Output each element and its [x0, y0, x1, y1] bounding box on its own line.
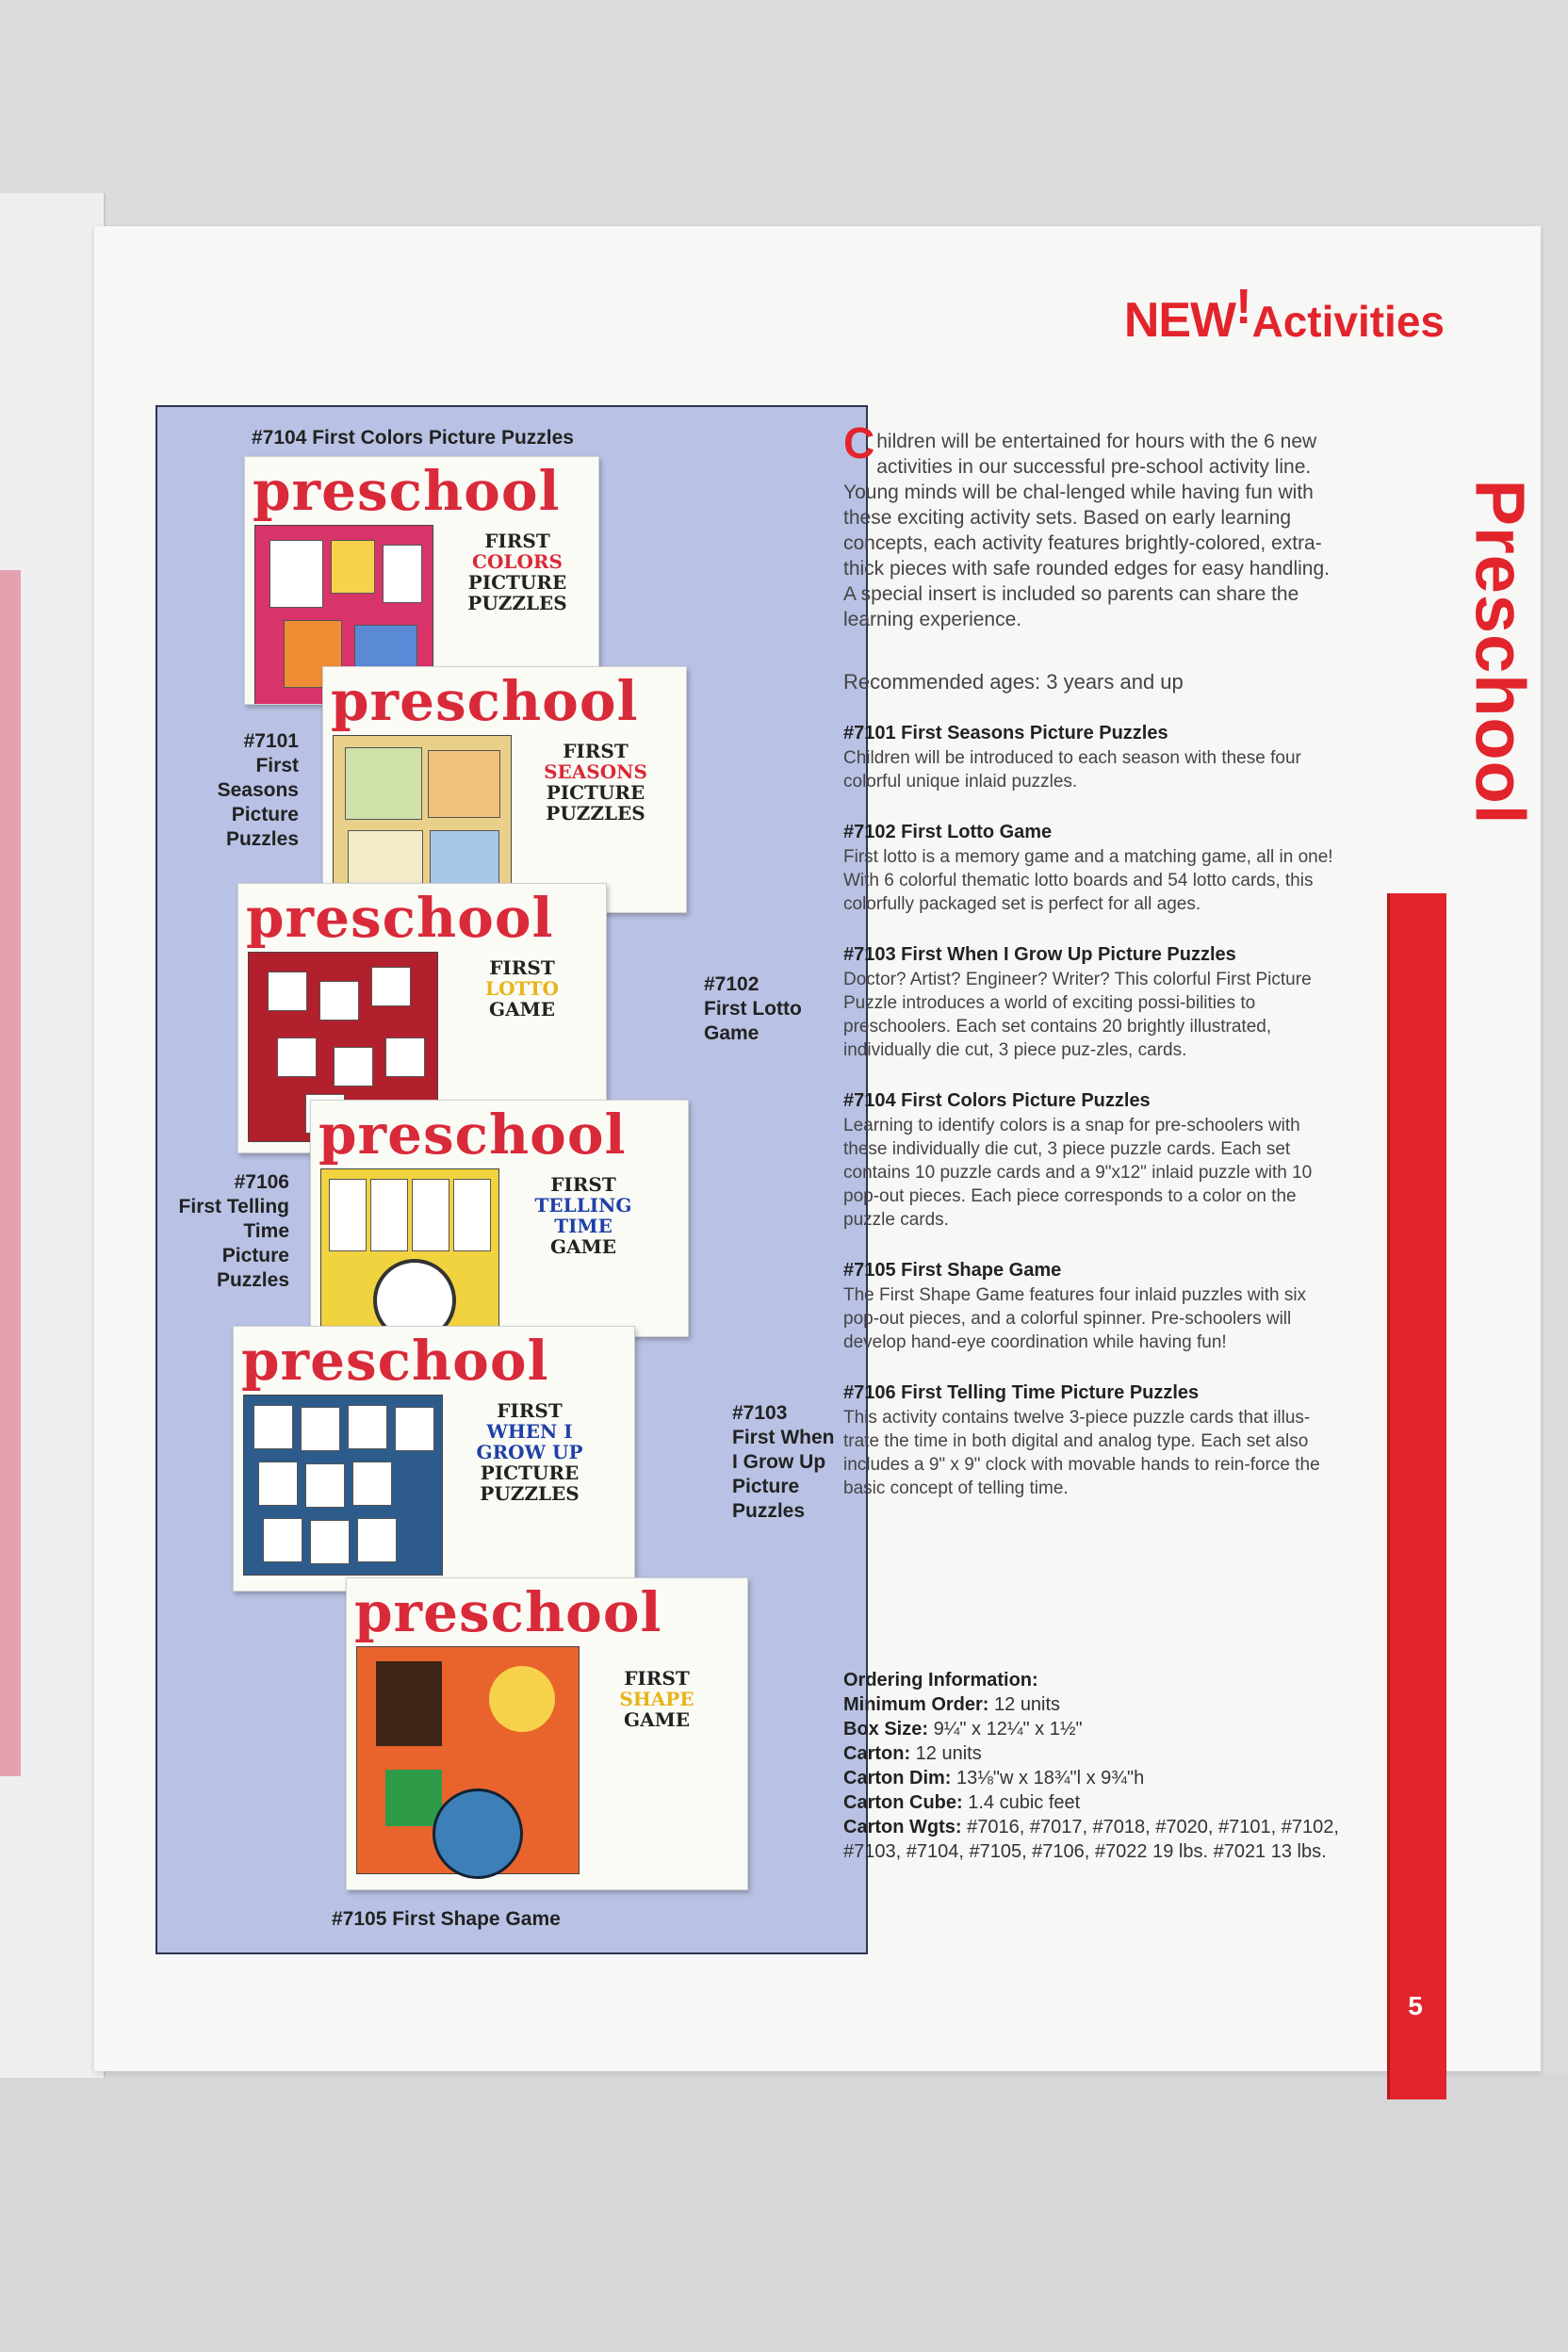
product-panel [155, 405, 868, 1954]
box-brand: preschool [241, 1329, 549, 1393]
header-activities: Activities [1251, 297, 1445, 346]
item-7104: #7104 First Colors Picture Puzzles Learning to identify colors is a snap for pre-schoolers with these individually die cut, 3 piece puzzle cards. Each set contains 10 puzzle cards and a 9"x12" inlaid puzzle with 10 pop-out pieces. Each piece corresponds to a color on the puzzle cards. [843, 1090, 1313, 1230]
header-excl: ! [1235, 280, 1252, 335]
caption-7101: #7101 First Seasons Picture Puzzles [217, 730, 299, 850]
product-box-7105 [346, 1577, 748, 1890]
box-artwork [320, 1168, 499, 1337]
recommended-ages: Recommended ages: 3 years and up [843, 670, 1184, 694]
box-title: FIRST WHEN I GROW UP PICTURE PUZZLES [476, 1399, 583, 1505]
drop-cap: C [843, 418, 875, 467]
item-7105: #7105 First Shape Game The First Shape Game features four inlaid puzzles with six pop-out pieces, and a colorful spinner. Pre-schoolers will develop hand-eye coordination while having fun! [843, 1260, 1307, 1352]
item-7102: #7102 First Lotto Game First lotto is a memory game and a matching game, all in one! With 6 colorful thematic lotto boards and 54 lotto cards, this colorfully packaged set is perfect for all ages. [843, 822, 1333, 914]
box-title: FIRST TELLING TIME GAME [534, 1173, 632, 1258]
left-page-strip [0, 570, 21, 1776]
left-page-edge [0, 193, 106, 2078]
box-artwork [243, 1395, 443, 1576]
box-brand: preschool [318, 1102, 627, 1167]
red-side-bar [1387, 893, 1446, 2099]
vertical-section-title: Preschool [1461, 479, 1540, 825]
product-box-7101 [322, 666, 687, 913]
box-title: FIRST COLORS PICTURE PUZZLES [467, 530, 567, 614]
caption-7104: #7104 First Colors Picture Puzzles [252, 427, 574, 449]
ordering-information: Ordering Information: Minimum Order: 12 units Box Size: 9¼" x 12¼" x 1½" Carton: 12 units Carton Dim: 13⅛"w x 18¾"l x 9¾"h Carton Cube: 1.4 cubic feet Carton Wgts: #7016, #7017, #7018, #7020, #7101, #7102, #7103, #7104, #7105, #7106, #7022 19 lbs. #7021 13 lbs. [843, 1670, 1339, 1862]
caption-7103: #7103 First When I Grow Up Picture Puzzles [732, 1402, 835, 1522]
box-title: FIRST SEASONS PICTURE PUZZLES [544, 740, 647, 825]
header-new: NEW [1123, 293, 1236, 348]
product-box-7103 [233, 1326, 635, 1592]
box-title: FIRST LOTTO GAME [485, 956, 559, 1021]
box-title: FIRST SHAPE GAME [619, 1667, 694, 1731]
box-brand: preschool [253, 459, 561, 523]
box-brand: preschool [331, 669, 639, 733]
box-brand: preschool [246, 886, 554, 950]
box-brand: preschool [354, 1580, 662, 1644]
box-artwork [356, 1646, 580, 1874]
intro-paragraph: Children will be entertained for hours with the 6 new activities in our successful pre-school activity line. Young minds will be chal-lenged while having fun with these exciting activity sets. Based on early learning concepts, each activity features brightly-colored, extra-thick pieces with safe rounded edges for easy handling. A special insert is included so parents can share the learning experience. [843, 418, 1330, 630]
caption-7105: #7105 First Shape Game [332, 1908, 561, 1930]
product-box-7106 [310, 1100, 689, 1337]
page-header [1123, 280, 1445, 349]
caption-7102: #7102 First Lotto Game [704, 973, 802, 1044]
item-7106: #7106 First Telling Time Picture Puzzles This activity contains twelve 3-piece puzzle cards that illus-trate the time in both digital and analog type. Each set also includes a 9" x 9" clock with movable hands to rein-force the basic concept of telling time. [843, 1382, 1320, 1498]
description-column [843, 418, 1333, 1528]
caption-7106: #7106 First Telling Time Picture Puzzles [178, 1171, 289, 1291]
catalog-page [94, 226, 1541, 2071]
page-number: 5 [1408, 1991, 1423, 2020]
item-7101: #7101 First Seasons Picture Puzzles Children will be introduced to each season with these four colorful unique inlaid puzzles. [843, 723, 1301, 792]
table-surface [0, 2073, 1568, 2352]
item-7103: #7103 First When I Grow Up Picture Puzzles Doctor? Artist? Engineer? Writer? This colorful First Picture Puzzle introduces a world of exciting possi-bilities to preschoolers. Each set contains 20 brightly illustrated, individually die cut, 3 piece puz-zles, cards. [843, 944, 1312, 1060]
